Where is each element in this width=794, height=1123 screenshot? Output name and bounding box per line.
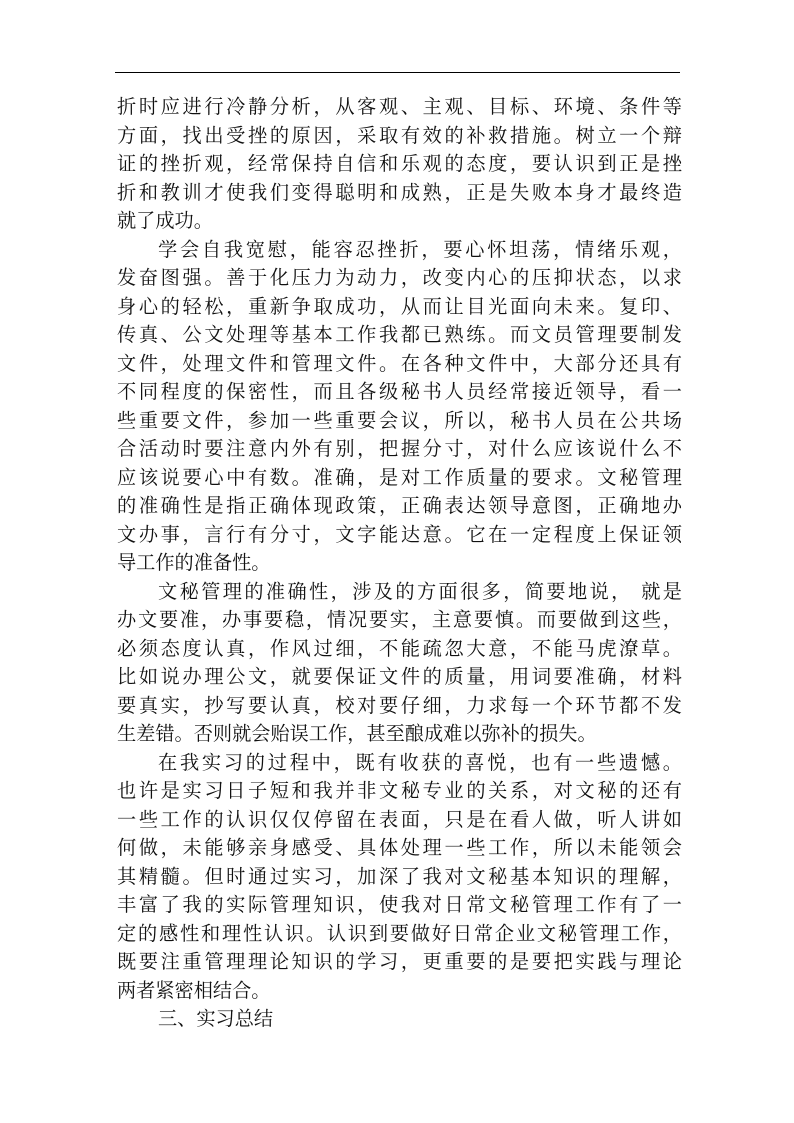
text-line: 办文要准，办事要稳，情况要实，主意要慎。而要做到这些， xyxy=(117,608,682,631)
text-line: 其精髓。但时通过实习，加深了我对文秘基本知识的理解， xyxy=(117,864,682,888)
text-line: 文秘管理的准确性，涉及的方面很多，简要地说， 就是 xyxy=(158,579,682,603)
text-line: 要真实，抄写要认真，校对要仔细，力求每一个环节都不发 xyxy=(117,693,682,717)
text-line: 在我实习的过程中，既有收获的喜悦，也有一些遗憾。 xyxy=(158,750,682,774)
text-line: 生差错。否则就会贻误工作，甚至酿成难以弥补的损失。 xyxy=(117,722,597,745)
text-line: 两者紧密相结合。 xyxy=(117,978,271,1002)
text-line: 合活动时要注意内外有别，把握分寸，对什么应该说什么不 xyxy=(117,437,682,460)
text-line: 就了成功。 xyxy=(117,209,213,232)
text-line: 丰富了我的实际管理知识，使我对日常文秘管理工作有了一 xyxy=(117,893,682,916)
text-line: 何做，未能够亲身感受、具体处理一些工作，所以未能领会 xyxy=(117,836,682,859)
text-line: 方面，找出受挫的原因，采取有效的补救措施。树立一个辩 xyxy=(117,123,682,147)
text-line: 定的感性和理性认识。认识到要做好日常企业文秘管理工作， xyxy=(117,921,682,945)
text-line: 必须态度认真，作风过细，不能疏忽大意，不能马虎潦草。 xyxy=(117,636,682,660)
text-line: 的准确性是指正确体现政策，正确表达领导意图，正确地办 xyxy=(117,494,682,517)
text-line: 三、实习总结 xyxy=(158,1007,274,1030)
text-line: 也许是实习日子短和我并非文秘专业的关系，对文秘的还有 xyxy=(117,779,682,802)
text-line: 折和教训才使我们变得聪明和成熟，正是失败本身才最终造 xyxy=(117,180,682,204)
header-rule xyxy=(115,72,680,73)
text-line: 文件，处理文件和管理文件。在各种文件中，大部分还具有 xyxy=(117,351,682,375)
text-line: 既要注重管理理论知识的学习，更重要的是要把实践与理论 xyxy=(117,950,682,973)
text-line: 文办事，言行有分寸，文字能达意。它在一定程度上保证领 xyxy=(117,522,682,546)
text-line: 证的挫折观，经常保持自信和乐观的态度，要认识到正是挫 xyxy=(117,152,682,175)
text-line: 应该说要心中有数。准确，是对工作质量的要求。文秘管理 xyxy=(117,465,682,489)
text-line: 导工作的准备性。 xyxy=(117,551,271,574)
text-line: 比如说办理公文，就要保证文件的质量，用词要准确，材料 xyxy=(117,665,682,688)
document-body xyxy=(117,93,682,1034)
text-line: 身心的轻松，重新争取成功，从而让目光面向未来。复印、 xyxy=(117,294,682,318)
text-line: 不同程度的保密性，而且各级秘书人员经常接近领导，看一 xyxy=(117,380,682,403)
text-line: 折时应进行冷静分析，从客观、主观、目标、环境、条件等 xyxy=(117,95,682,118)
text-line: 传真、公文处理等基本工作我都已熟练。而文员管理要制发 xyxy=(117,323,682,346)
text-line: 一些工作的认识仅仅停留在表面，只是在看人做，听人讲如 xyxy=(117,807,682,831)
text-line: 发奋图强。善于化压力为动力，改变内心的压抑状态，以求 xyxy=(117,266,682,289)
text-line: 些重要文件，参加一些重要会议，所以，秘书人员在公共场 xyxy=(117,408,682,432)
text-line: 学会自我宽慰，能容忍挫折，要心怀坦荡，情绪乐观， xyxy=(158,237,682,261)
